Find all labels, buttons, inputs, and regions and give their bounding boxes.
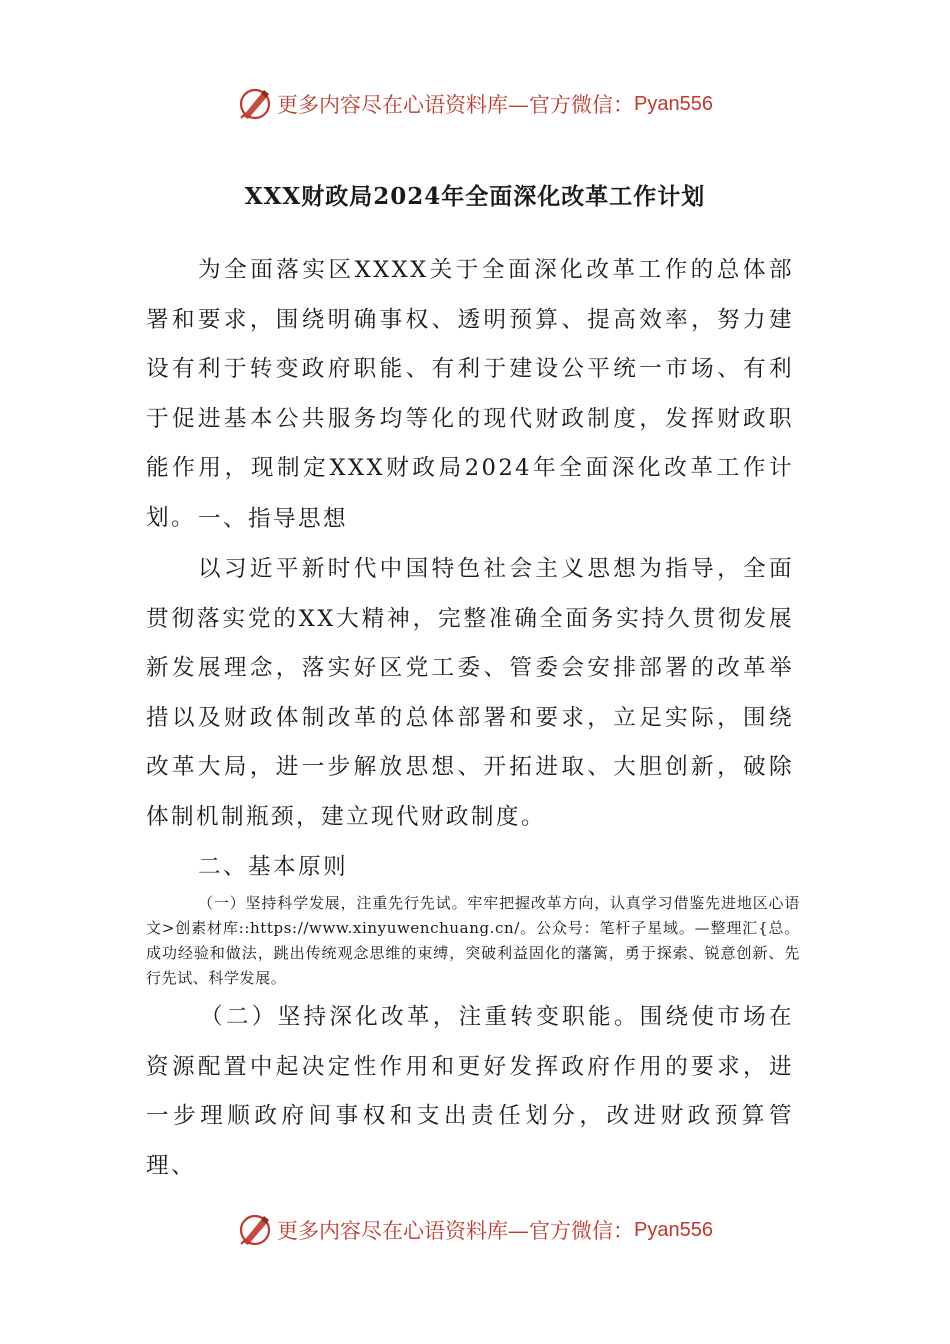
banner-text: 更多内容尽在心语资料库—官方微信： [277,93,635,117]
section1-paragraph: 以习近平新时代中国特色社会主义思想为指导，全面贯彻落实党的XX大精神，完整准确全面务实持久贯彻发展新发展理念，落实好区党工委、管委会安排部署的改革举措以及财政体制改革的总体部署和要求，立足实际，围绕改革大局，进一步解放思想、开拓进取、大胆创新，破除体制机制瓶颈，建立现代财政制度。 [146,556,794,830]
pen-logo-icon [237,86,273,122]
banner-wechat-id: Pyan556 [634,92,713,115]
footer-banner [0,1208,950,1252]
principle2-paragraph: （二）坚持深化改革，注重转变职能。围绕使市场在资源配置中起决定性作用和更好发挥政府作用的要求，进一步理顺政府间事权和支出责任划分，改进财政预算管理、 [146,1004,794,1179]
document-title: XXX财政局2024年全面深化改革工作计划 [244,183,706,210]
header-banner [0,82,950,126]
banner-wechat-id: Pyan556 [634,1218,713,1241]
banner-text: 更多内容尽在心语资料库—官方微信： [277,1219,635,1243]
section1-heading: 一、指导思想 [198,506,348,532]
pen-logo-icon [237,1212,273,1248]
section2-heading: 二、基本原则 [198,854,348,880]
intro-paragraph: 为全面落实区XXXX关于全面深化改革工作的总体部署和要求，围绕明确事权、透明预算、提高效率，努力建设有利于转变政府职能、有利于建设公平统一市场、有利于促进基本公共服务均等化的现代财政制度，发挥财政职能作用，现制定XXX财政局2024年全面深化改革工作计划。 [146,257,794,531]
principle1-paragraph: （一）坚持科学发展，注重先行先试。牢牢把握改革方向，认真学习借鉴先进地区心语文>创素材库::https://www.xinyuwenchuang.cn/。公众号：笔杆子星域。—整理汇{总。成功经验和做法，跳出传统观念思维的束缚，突破利益固化的藩篱，勇于探索、锐意创新、先行先试、科学发展。 [146,894,800,987]
